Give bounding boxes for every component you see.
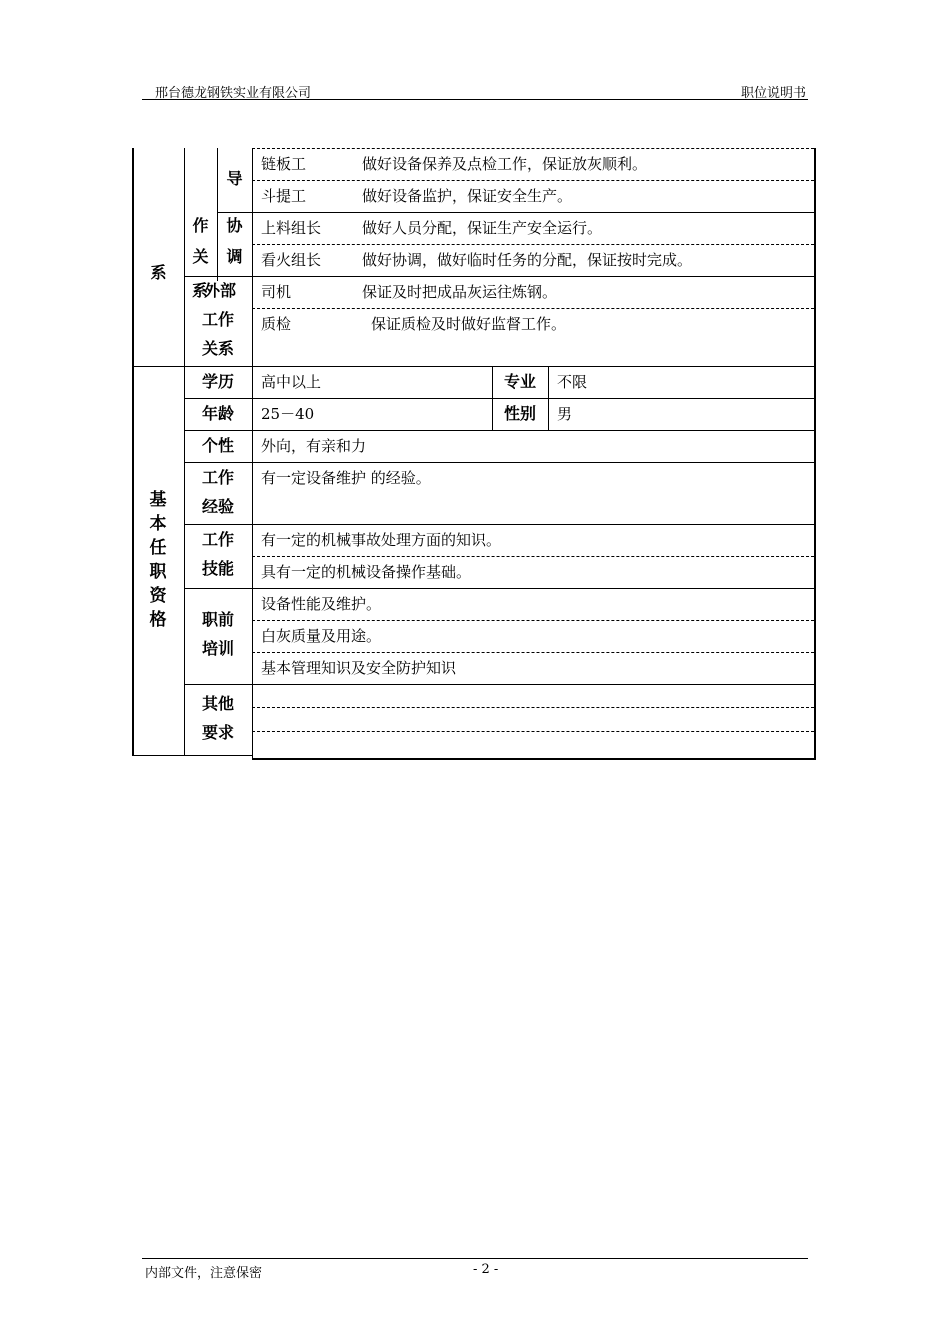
rule-skills	[184, 588, 814, 589]
experience-label-2: 经验	[201, 497, 234, 516]
internal-label-b: 关	[192, 247, 209, 266]
qualifications-label-1: 基	[149, 490, 167, 510]
major-value: 不限	[557, 373, 588, 391]
gender-label: 性别	[503, 404, 536, 423]
dash-coord	[252, 244, 814, 245]
rule-lead-coord	[217, 212, 814, 213]
skills-label-1: 工作	[201, 530, 234, 549]
education-label: 学历	[201, 372, 234, 391]
coord-label-b: 调	[226, 247, 243, 266]
age-value: 25－40	[261, 405, 315, 423]
qualifications-label-4: 职	[149, 562, 167, 582]
dash-top	[252, 148, 814, 149]
training-item-2: 白灰质量及用途。	[261, 627, 382, 645]
personality-label: 个性	[201, 436, 234, 455]
external-duty-1: 保证及时把成品灰运往炼钢。	[362, 283, 558, 301]
personality-value: 外向，有亲和力	[261, 437, 367, 455]
footer-rule	[142, 1258, 808, 1259]
skill-item-2: 具有一定的机械设备操作基础。	[261, 563, 472, 581]
page-number: - 2 -	[473, 1262, 499, 1277]
education-value: 高中以上	[261, 373, 322, 391]
coord-role-2: 看火组长	[261, 251, 322, 269]
lead-label: 导	[226, 169, 243, 188]
coord-label-a: 协	[226, 216, 243, 235]
coord-duty-2: 做好协调，做好临时任务的分配，保证按时完成。	[362, 251, 693, 269]
dash-other-2	[252, 731, 814, 732]
other-label-1: 其他	[201, 694, 234, 713]
outer-left-border	[133, 148, 134, 756]
rule-age	[184, 430, 814, 431]
external-role-2: 质检	[261, 315, 292, 333]
rule-personality	[184, 462, 814, 463]
job-description-table	[133, 148, 816, 758]
external-role-1: 司机	[261, 283, 292, 301]
training-item-3: 基本管理知识及安全防护知识	[261, 659, 457, 677]
dash-training-1	[252, 620, 814, 621]
qualifications-label-2: 本	[149, 514, 167, 534]
age-label: 年龄	[201, 404, 234, 423]
dash-external	[252, 308, 814, 309]
dash-training-2	[252, 652, 814, 653]
header-rule	[142, 99, 808, 100]
skills-label-2: 技能	[201, 559, 234, 578]
other-label-2: 要求	[201, 723, 234, 742]
gender-value: 男	[557, 405, 573, 423]
dash-other-1	[252, 707, 814, 708]
outer-right-border	[814, 148, 816, 760]
internal-label-a: 作	[192, 216, 209, 235]
rule-training	[184, 684, 814, 685]
lead-duty-1: 做好设备保养及点检工作，保证放灰顺利。	[362, 155, 648, 173]
experience-label-1: 工作	[201, 468, 234, 487]
external-label-overlap: 系	[191, 281, 208, 300]
dash-skills	[252, 556, 814, 557]
dash-lead	[252, 180, 814, 181]
header-doc-type: 职位说明书	[740, 86, 806, 101]
external-label-line1: 外部	[203, 281, 236, 300]
training-label-2: 培训	[201, 639, 234, 658]
skill-item-1: 有一定的机械事故处理方面的知识。	[261, 531, 502, 549]
qualifications-label-5: 资	[149, 586, 167, 606]
training-item-1: 设备性能及维护。	[261, 595, 382, 613]
footer-notice: 内部文件，注意保密	[145, 1266, 263, 1281]
lead-role-2: 斗提工	[261, 187, 307, 205]
training-label-1: 职前	[201, 610, 234, 629]
col-divider-3	[252, 148, 253, 760]
relations-group-label: 系	[150, 263, 167, 282]
external-label-line2: 工作	[201, 310, 234, 329]
outer-left-border-shadow	[132, 148, 133, 756]
external-duty-2: 保证质检及时做好监督工作。	[371, 315, 567, 333]
rule-experience	[184, 524, 814, 525]
qualifications-label-3: 任	[149, 538, 167, 558]
lead-role-1: 链板工	[261, 155, 307, 173]
major-label: 专业	[503, 372, 536, 391]
lead-duty-2: 做好设备监护，保证安全生产。	[362, 187, 573, 205]
external-label-line3: 关系	[201, 339, 234, 358]
rule-internal-external	[184, 276, 814, 277]
qualifications-label-6: 格	[149, 610, 167, 630]
header-company: 邢台德龙钢铁实业有限公司	[155, 86, 312, 101]
outer-bottom-border	[252, 758, 816, 760]
experience-value: 有一定设备维护 的经验。	[261, 469, 431, 487]
coord-duty-1: 做好人员分配，保证生产安全运行。	[362, 219, 603, 237]
coord-role-1: 上料组长	[261, 219, 322, 237]
bottom-left-border	[133, 755, 253, 756]
